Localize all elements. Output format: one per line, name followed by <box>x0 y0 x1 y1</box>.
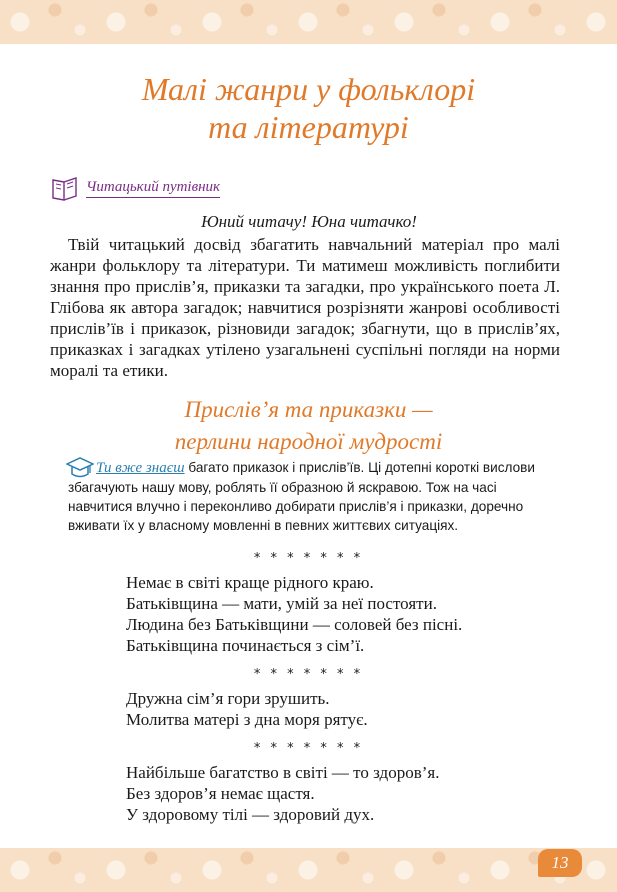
section-title-line-2: перлини народної мудрості <box>174 429 443 454</box>
greeting: Юний читачу! Юна читачко! <box>201 212 417 231</box>
page-number: 13 <box>538 849 582 877</box>
proverb: Найбільше багатство в світі — то здоров’я. <box>126 763 440 782</box>
reader-guide-heading <box>50 172 220 204</box>
proverb: Дружна сім’я гори зрушить. <box>126 689 330 708</box>
section-title-line-1: Прислів’я та приказки — <box>184 397 433 422</box>
you-already-know-block <box>68 458 562 535</box>
separator: * * * * * * * <box>253 667 364 682</box>
page-title-line-1: Малі жанри у фольклорі <box>141 71 476 107</box>
section-title <box>0 394 617 458</box>
proverb: Батьківщина починається з сім’ї. <box>126 636 365 655</box>
you-already-know-label: Ти вже знаєш <box>96 460 185 476</box>
proverb: Батьківщина — мати, умій за неї постояти. <box>126 594 437 613</box>
reader-guide-label: Читацький путівник <box>86 179 220 198</box>
decorative-bottom-band <box>0 848 617 892</box>
you-already-know-text: багато приказок і прислів’їв. Ці дотепні короткі вислови збагачують нашу мову, роблять її образною й яскравою. Тож на часі навчитися влучно і переконливо добирати прислів’я і приказки, доречно вживати їх у власному мовленні в певних життєвих ситуаціях. <box>68 460 535 533</box>
separator: * * * * * * * <box>253 551 364 566</box>
intro-paragraph: Твій читацький досвід збагатить навчальний матеріал про малі жанри фольклору та літератури. Ти матимеш можливість поглибити знання про прислів’я, приказки та загадки, про українського поета Л. Глібова як автора загадок; навчитися розрізняти жанрові особливості прислів’їв і приказок, різновиди загадок; збагнути, що в прислів’ях, приказках і загадках утілено узагальнені суспільні погляди на норми моралі та етики. <box>50 235 560 380</box>
proverb: Немає в світі краще рідного краю. <box>126 573 374 592</box>
proverb: Людина без Батьківщини — соловей без пісні. <box>126 615 463 634</box>
proverb-group-2 <box>126 688 368 730</box>
proverb-group-3 <box>126 762 439 825</box>
proverb-group-1 <box>126 572 462 656</box>
decorative-top-band <box>0 0 617 44</box>
page-title <box>0 70 617 146</box>
proverb: Без здоров’я немає щастя. <box>126 784 315 803</box>
page-title-line-2: та літературі <box>208 109 409 145</box>
separator: * * * * * * * <box>253 741 364 756</box>
book-icon <box>50 174 80 202</box>
proverb: У здоровому тілі — здоровий дух. <box>126 805 375 824</box>
proverb: Молитва матері з дна моря рятує. <box>126 710 368 729</box>
